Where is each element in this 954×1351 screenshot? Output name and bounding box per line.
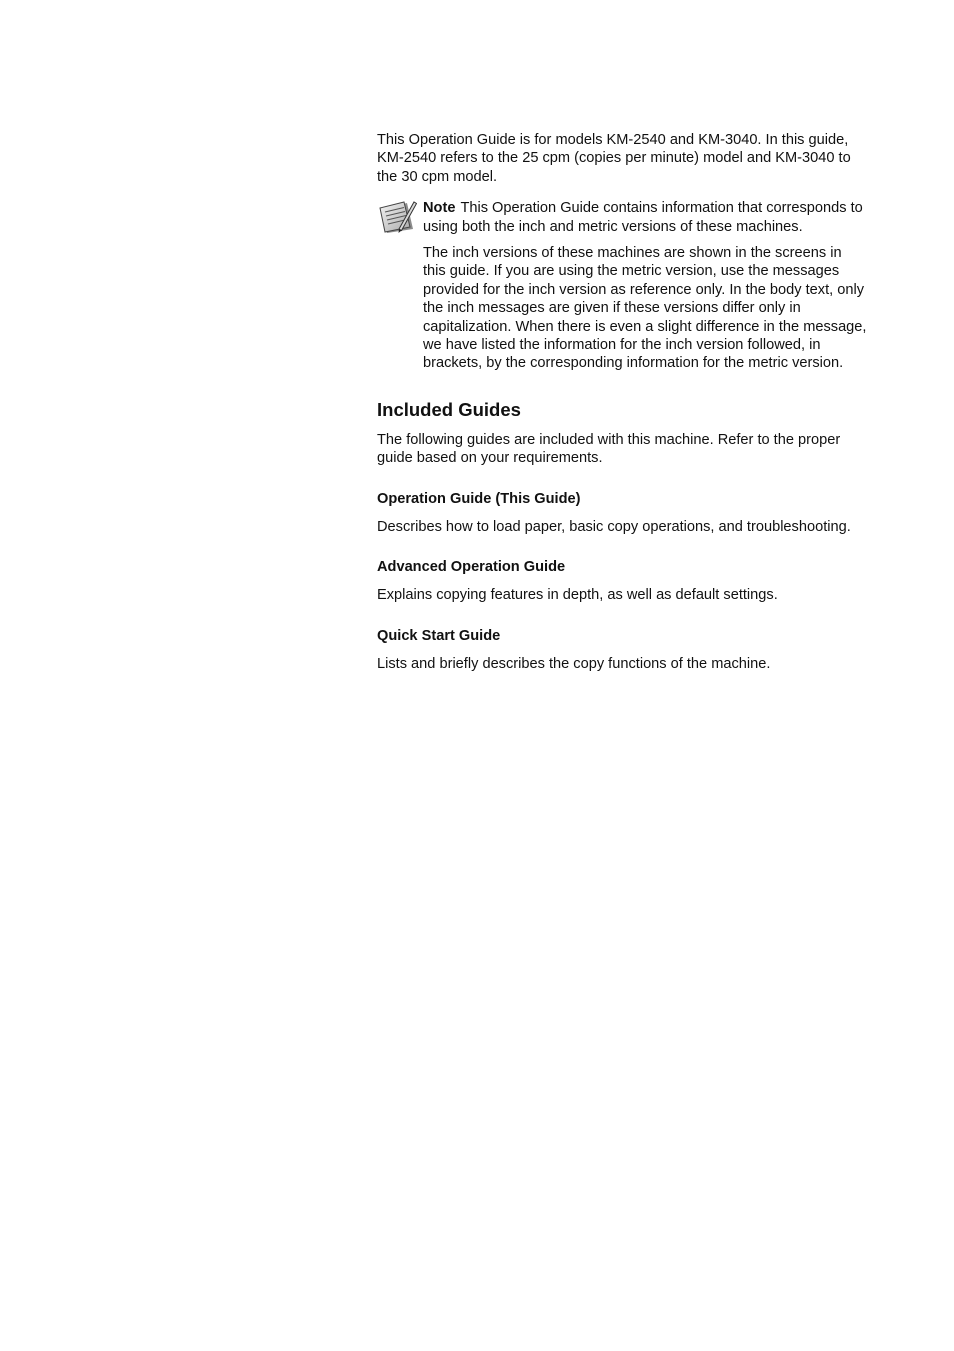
guide-title: Quick Start Guide [377,627,501,644]
note-text-2: The inch versions of these machines are shown in the screens in this guide. If you are using the metric version, use the messages provided for the inch version as reference only. In the body text, only the inch messages are given if these versions differ only in capitalization. When there is even a slight difference in the message, we have listed the information for the inch version followed, in brackets, by the corresponding information for the metric version. [423,245,867,372]
note-label: Note [423,200,456,217]
page-content [377,131,867,673]
note-text-1 [423,199,867,236]
note-pad-icon [377,199,417,235]
intro-paragraph: This Operation Guide is for models KM-2540 and KM-3040. In this guide, KM-2540 refers to the 25 cpm (copies per minute) model and KM-3040 to the 30 cpm model. [377,132,851,185]
note-line-1: This Operation Guide contains information that corresponds to using both the inch and metric versions of these machines. [423,200,863,235]
guide-item [377,558,867,604]
guide-description: Lists and briefly describes the copy functions of the machine. [377,655,771,672]
guide-item [377,627,867,673]
section-title: Included Guides [377,398,521,420]
note-block [377,199,867,373]
guide-title: Operation Guide (This Guide) [377,490,581,507]
guide-description: Describes how to load paper, basic copy operations, and troubleshooting. [377,518,851,535]
section-intro: The following guides are included with this machine. Refer to the proper guide based on your requirements. [377,431,841,467]
guide-title: Advanced Operation Guide [377,559,566,576]
guide-description: Explains copying features in depth, as well as default settings. [377,587,778,604]
guide-item [377,490,867,536]
